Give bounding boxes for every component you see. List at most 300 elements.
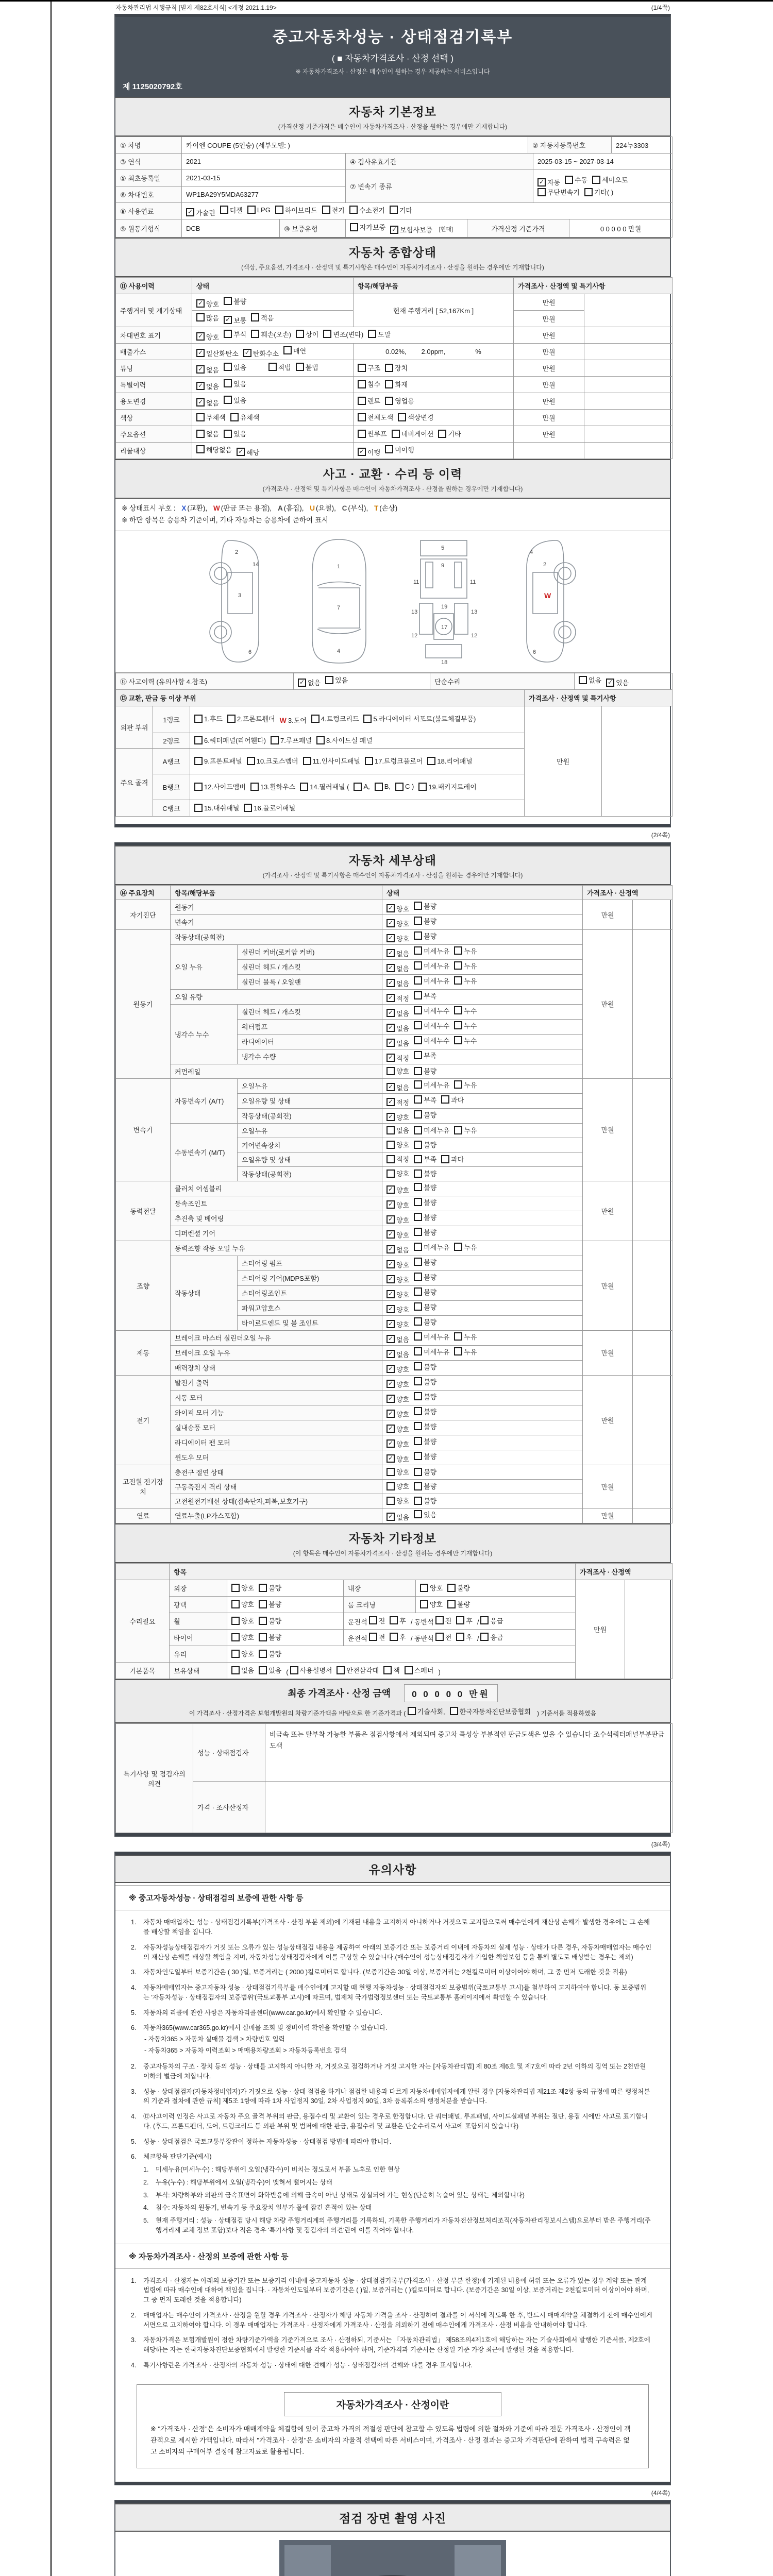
option-label: 보통 <box>233 316 247 325</box>
tuning-kind-options <box>354 360 514 377</box>
car-name-label: ① 차명 <box>116 137 182 154</box>
checkbox-box-icon <box>395 783 404 791</box>
checkbox-unchecked <box>414 1481 436 1491</box>
price-survey-definition-box <box>137 2384 649 2468</box>
checkbox-unchecked <box>322 205 345 215</box>
legend-desc-a: (흠집), <box>283 504 304 512</box>
mileage-label: 주행거리 및 계기상태 <box>116 294 192 327</box>
checkbox-unchecked <box>414 1036 449 1045</box>
sub-label-mt: 수동변속기 (M/T) <box>171 1123 238 1181</box>
group-brake: 제동 <box>116 1330 171 1375</box>
legend-note: ※ 하단 항목은 승용차 기준이며, 기타 자동차는 승용차에 준하여 표시 <box>122 516 328 524</box>
checkbox-unchecked <box>450 1706 531 1716</box>
checkbox-checked <box>196 398 219 408</box>
option-label: 해당 <box>246 448 260 456</box>
exchange-price-header: 가격조사 · 산정액 및 특기사항 <box>525 689 673 706</box>
checkbox-unchecked <box>375 783 391 791</box>
option-label: 불량 <box>268 1617 282 1625</box>
group-remark <box>633 1181 673 1241</box>
usage-change-kind-options <box>354 393 514 410</box>
checkbox-unchecked <box>358 429 387 438</box>
row-label: 배력장치 상태 <box>171 1360 382 1375</box>
sub-label-at: 자동변속기 (A/T) <box>171 1078 238 1123</box>
mileage-state-options <box>192 294 354 311</box>
checkbox-unchecked <box>196 445 232 454</box>
option-label: 매연 <box>293 347 307 355</box>
option-label: 불량 <box>268 1584 282 1592</box>
checkbox-box-icon: ✓ <box>386 1230 395 1239</box>
transmission-options <box>533 170 673 203</box>
checkbox-unchecked <box>414 1080 449 1090</box>
warranty-provider: [현대] <box>439 226 453 233</box>
group-price: 만원 <box>583 900 633 929</box>
checkbox-box-icon <box>290 1666 298 1674</box>
document-number: 제 1125020792호 <box>123 82 182 91</box>
checkbox-unchecked <box>196 429 219 438</box>
checkbox-unchecked <box>386 1140 409 1149</box>
checkbox-unchecked <box>414 976 449 986</box>
group-price: 만원 <box>583 1078 633 1181</box>
final-price-note-post: ) 기준서를 적용하였음 <box>537 1709 597 1717</box>
tuning-remark <box>584 360 673 377</box>
row-label: 브레이크 마스터 실린더오일 누유 <box>171 1330 382 1345</box>
checkbox-box-icon: ✓ <box>386 1039 395 1047</box>
checkbox-unchecked <box>358 412 393 422</box>
notice-subitem-text: 누유(누수) : 해당부위에서 오일(냉각수)이 맺혀서 떨어지는 상태 <box>156 2178 332 2186</box>
wheel-label: 휠 <box>170 1613 227 1629</box>
notice-item-num: 3. <box>131 1969 137 1976</box>
checkbox-unchecked <box>196 313 219 323</box>
option-label: 미세누유 <box>424 1127 450 1135</box>
rankB-options <box>190 774 525 800</box>
car-diagram-left-side <box>201 536 273 665</box>
sub-label-oil-leak: 오일 누유 <box>171 944 238 989</box>
emission-label: 배출가스 <box>116 344 192 360</box>
main-frame-label: 주요 골격 <box>116 748 153 816</box>
checkbox-box-icon <box>386 1141 395 1149</box>
mileage-price-1: 만원 <box>514 294 584 311</box>
main-option-kind-options <box>354 426 514 443</box>
checkbox-unchecked <box>414 1125 449 1135</box>
option-label: 불량 <box>424 1318 437 1326</box>
page-marker-4: (4/4쪽) <box>651 2489 670 2497</box>
base-price-value: 0 0 0 0 0 만원 <box>569 219 673 238</box>
color-label: 색상 <box>116 410 192 426</box>
warranty-options <box>350 225 437 233</box>
checkbox-box-icon: ✓ <box>386 1305 395 1313</box>
option-label: 무채색 <box>206 414 226 422</box>
etc-header-item: 항목 <box>170 1563 576 1580</box>
car-diagram-underbody <box>405 536 482 665</box>
checkbox-box-icon: ✓ <box>386 904 395 912</box>
recall-done-options <box>354 443 514 459</box>
checkbox-box-icon <box>414 1155 422 1163</box>
row-label: 구동축전지 격리 상태 <box>171 1479 382 1494</box>
option-label: 유채색 <box>240 414 260 422</box>
option-label: 없음 <box>396 1350 410 1359</box>
notice-item <box>131 2087 652 2107</box>
notice-item-text: 자동차매매업자는 중고자동차 성능 · 상태점검기록부를 매수인에게 고지할 때 현행 자동차성능 · 상태점검자의 보증범위(국토교통부 고시)를 첨부하여 고지하여야 합니다. 동 보증범위는 '자동차성능 · 상태점검자의 보증범위'(국토교통부 고시)에 따르며, 법제처 국가법령정보센터 또는 국토교통부 홈페이지에서 확인할 수 있습니다. <box>143 1984 647 2001</box>
overall-state-subtitle: (색상, 주요옵션, 가격조사 · 산정액 및 특기사항은 매수인이 자동차가격조사 · 산정을 원하는 경우에만 기재합니다) <box>241 264 544 271</box>
option-label: 누유 <box>464 962 477 970</box>
option-label: 잭 <box>393 1667 400 1675</box>
option-label: 불량 <box>268 1650 282 1658</box>
notice-body <box>115 1883 670 2482</box>
notice-item-num: 2. <box>131 2063 137 2071</box>
transmission-options-line1 <box>537 175 668 187</box>
checkbox-unchecked <box>537 187 580 197</box>
checkbox-unchecked <box>194 714 223 723</box>
notice-blockA-title: ※ 중고자동차성능 · 상태점검의 보증에 관한 사항 등 <box>115 1885 670 1910</box>
checkbox-box-icon: ✓ <box>386 1245 395 1253</box>
checkbox-box-icon <box>420 1600 428 1608</box>
checkbox-box-icon <box>383 1666 392 1674</box>
checkbox-checked <box>186 208 215 217</box>
checkbox-unchecked <box>454 946 477 956</box>
checkbox-box-icon <box>194 783 203 791</box>
checkbox-unchecked <box>283 346 306 355</box>
checkbox-box-icon <box>322 206 330 214</box>
checkbox-unchecked <box>251 329 291 339</box>
tire-label: 타이어 <box>170 1629 227 1646</box>
option-label: 적법 <box>278 363 291 371</box>
accident-history-row <box>115 673 673 690</box>
checkbox-box-icon <box>259 1600 267 1608</box>
checkbox-unchecked <box>584 187 613 197</box>
option-label: 미세누수 <box>424 1007 450 1015</box>
checkbox-box-icon: ✓ <box>386 1335 395 1343</box>
row-options <box>382 974 583 989</box>
checkbox-unchecked <box>386 1496 409 1505</box>
option-label: 양호 <box>396 1468 410 1477</box>
option-label: 과다 <box>451 1096 464 1104</box>
exchange-header-row <box>115 689 673 706</box>
checkbox-unchecked <box>456 1632 473 1642</box>
row-options <box>382 1211 583 1226</box>
checkbox-unchecked <box>385 396 414 405</box>
option-label: 있음 <box>335 676 348 685</box>
sub-label-operation: 작동상태 <box>171 1256 238 1330</box>
notice-subitem-text: 현재 주행거리 : 성능 · 상태점검 당시 해당 차량 주행거리계의 주행거리를 기록하되, 기록한 주행거리가 자동차전산정보처리조직(자동차관리정보시스템)으로부터 받은 주행거리(주행거리계 교체 정보 포함)보다 적은 경우 '특기사항 및 점검자의 의견'란에 이를 적어야 합니다. <box>156 2217 651 2234</box>
etc-price: 만원 <box>576 1580 625 1679</box>
tuning-exist-options <box>196 365 251 372</box>
option-label: 과다 <box>451 1156 464 1164</box>
legend-desc-x: (교환), <box>187 504 208 512</box>
option-label: 4.트렁크리드 <box>321 715 359 723</box>
checkbox-unchecked <box>592 175 628 184</box>
row-label: 워터펌프 <box>238 1019 382 1034</box>
checkbox-box-icon: ✓ <box>386 1439 395 1448</box>
checkbox-unchecked <box>220 205 243 215</box>
overall-header-price: 가격조사 · 산정액 및 특기사항 <box>514 278 673 294</box>
option-label: 없음 <box>206 366 220 374</box>
fuel-label: ⑧ 사용연료 <box>116 203 182 219</box>
sub-label-coolant-leak: 냉각수 누수 <box>171 1004 238 1064</box>
group-price: 만원 <box>583 1241 633 1330</box>
option-label: 불량 <box>424 1111 437 1119</box>
notice-item <box>131 1968 652 1977</box>
checkbox-checked <box>386 1439 409 1449</box>
checkbox-unchecked <box>358 379 380 389</box>
checkbox-unchecked <box>414 1212 436 1222</box>
option-label: 양호 <box>241 1634 255 1642</box>
checkbox-box-icon: ✓ <box>386 1009 395 1017</box>
simple-repair-options <box>575 673 673 689</box>
checkbox-unchecked <box>385 445 414 454</box>
overall-header-state: 상태 <box>192 278 354 294</box>
row-label: 오일누유 <box>238 1078 382 1093</box>
option-label: 미세누수 <box>424 1037 450 1045</box>
checkbox-box-icon <box>247 757 255 765</box>
option-label: 없음 <box>396 1513 410 1521</box>
checkbox-unchecked <box>398 412 433 422</box>
row-options <box>382 1123 583 1138</box>
checkbox-box-icon <box>392 430 400 438</box>
emission-remark <box>584 344 673 360</box>
inspection-photos <box>115 2532 670 2576</box>
row-options <box>382 1034 583 1049</box>
checkbox-box-icon <box>358 430 366 438</box>
option-label: 양호 <box>241 1650 255 1658</box>
checkbox-box-icon <box>259 1666 267 1674</box>
transmission-label: ⑦ 변속기 종류 <box>346 170 533 203</box>
document-title-header <box>115 17 670 97</box>
row-label: 기어변속장치 <box>238 1138 382 1152</box>
row-label: 변속기 <box>171 914 382 929</box>
checkbox-box-icon <box>427 757 435 765</box>
checkbox-checked <box>386 1112 409 1122</box>
first-reg-value: 2021-03-15 <box>182 170 346 187</box>
checkbox-box-icon <box>414 1170 422 1178</box>
diagram-number: 11 <box>470 579 476 585</box>
checkbox-unchecked <box>454 1021 477 1030</box>
option-label: 양호 <box>396 1276 410 1284</box>
notice-item-num: 3. <box>131 2088 137 2095</box>
checkbox-checked <box>196 365 219 375</box>
checkbox-box-icon <box>454 976 462 985</box>
basic-info-title: 자동차 기본정보 <box>349 105 436 118</box>
checkbox-unchecked <box>414 1406 436 1416</box>
option-label: 11.인사이드패널 <box>312 757 360 766</box>
checkbox-box-icon <box>323 330 331 338</box>
checkbox-box-icon: ✓ <box>358 448 366 456</box>
checkbox-unchecked <box>290 1665 332 1675</box>
option-label: 있음 <box>268 1667 282 1675</box>
row-label: 스티어링 펌프 <box>238 1256 382 1270</box>
group-high-voltage: 고전원 전기장치 <box>116 1465 171 1508</box>
checkbox-unchecked <box>414 1021 449 1030</box>
notice-item-text: 자동차의 리콜에 관한 사항은 자동차리콜센터(www.car.go.kr)에서 확인할 수 있습니다. <box>143 2009 383 2016</box>
remarks-group-label: 특기사항 및 점검자의 의견 <box>116 1724 193 1833</box>
checkbox-box-icon <box>414 1452 422 1460</box>
checkbox-unchecked <box>435 1616 452 1625</box>
current-mileage: 현재 주행거리 [ 52,167Km ] <box>354 294 514 327</box>
checkbox-box-icon <box>454 1036 462 1044</box>
row-options <box>382 1064 583 1078</box>
checkbox-checked <box>537 177 560 187</box>
option-label: 변조(변타) <box>333 330 364 338</box>
option-label: 네비게이션 <box>401 430 434 438</box>
option-label: 미세누유 <box>424 947 450 955</box>
notice-blockB-list <box>115 2269 670 2381</box>
car-diagrams <box>115 531 670 673</box>
notice-subitem: - 자동차365 > 자동차 실매물 검색 > 차량번호 입력 <box>144 2036 285 2043</box>
row-label: 타이로드엔드 및 볼 조인트 <box>238 1315 382 1330</box>
checkbox-unchecked <box>224 379 246 388</box>
option-label: 이행 <box>367 448 381 456</box>
checkbox-unchecked <box>418 782 476 791</box>
checkbox-unchecked <box>414 1154 436 1164</box>
panel-remark <box>602 706 673 816</box>
usage-change-label: 용도변경 <box>116 393 192 410</box>
checkbox-unchecked <box>231 1583 254 1592</box>
option-label: 없음 <box>396 950 410 958</box>
legend-symbol-u: U <box>310 504 315 512</box>
outer-panel-label: 외판 부위 <box>116 706 153 748</box>
notice-item <box>131 2311 652 2330</box>
row-label: 클러치 어셈블리 <box>171 1181 382 1196</box>
checkbox-unchecked <box>454 976 477 986</box>
checkbox-unchecked <box>250 782 295 791</box>
diagram-number: 17 <box>441 624 448 631</box>
legend-symbol-a: A <box>277 504 283 512</box>
option-label: 불량 <box>424 1378 437 1386</box>
checkbox-box-icon <box>414 1198 422 1206</box>
special-history-price: 만원 <box>514 377 584 393</box>
option-label: 수소전기 <box>359 206 385 214</box>
option-label: 양호 <box>396 1201 410 1209</box>
option-label: 불량 <box>424 902 437 910</box>
notice-item-num: 6. <box>131 2153 137 2161</box>
checkbox-box-icon: ✓ <box>196 299 205 308</box>
checkbox-unchecked <box>268 362 291 372</box>
checkbox-unchecked <box>275 205 317 215</box>
page-left-border <box>51 0 52 2576</box>
row-options <box>382 1450 583 1465</box>
checkbox-box-icon <box>268 363 277 371</box>
checkbox-box-icon: ✓ <box>390 226 398 234</box>
row-label: 추진축 및 베어링 <box>171 1211 382 1226</box>
final-price-value: 0 0 0 0 0 만원 <box>404 1684 498 1702</box>
row-options <box>382 1241 583 1256</box>
checkbox-checked <box>237 447 259 457</box>
checkbox-checked <box>196 299 219 309</box>
etc-info-title: 자동차 기타정보 <box>349 1531 436 1545</box>
checkbox-unchecked <box>280 715 307 725</box>
interior-label: 내장 <box>344 1580 416 1596</box>
option-label: 전 <box>445 1633 452 1641</box>
row-label: 오일유량 및 상태 <box>238 1093 382 1108</box>
option-label: 불량 <box>424 1468 437 1477</box>
checkbox-box-icon <box>196 313 205 321</box>
checkbox-box-icon <box>358 413 366 421</box>
option-label: A, <box>363 783 370 791</box>
notice-item-num: 2. <box>131 2311 137 2319</box>
checkbox-box-icon <box>251 330 259 338</box>
option-prefix-text: 운전석 <box>348 1618 367 1626</box>
group-price: 만원 <box>583 1181 633 1241</box>
checkbox-box-icon: ✓ <box>386 1320 395 1328</box>
option-label: 15.대쉬패널 <box>204 804 240 812</box>
option-label: 훼손(오손) <box>261 330 292 338</box>
option-label: 적정 <box>396 994 410 1003</box>
emission-price: 만원 <box>514 344 584 360</box>
checkbox-box-icon <box>259 1617 267 1625</box>
option-label: 전체도색 <box>367 414 394 422</box>
notice-title: 유의사항 <box>368 1863 417 1877</box>
checkbox-box-icon: ✓ <box>386 1395 395 1403</box>
notice-item-num: 2. <box>131 1943 137 1951</box>
checkbox-checked <box>386 1512 409 1522</box>
checkbox-box-icon <box>194 804 203 812</box>
checkbox-box-icon <box>358 380 366 388</box>
checkbox-box-icon: ✓ <box>386 964 395 972</box>
checkbox-checked <box>196 332 219 342</box>
notice-item <box>131 1943 652 1962</box>
checkbox-box-icon: ✓ <box>537 178 546 187</box>
overall-header-item: 항목/해당부품 <box>354 278 514 294</box>
vin-mark-label: 차대번호 표기 <box>116 327 192 344</box>
detail-state-subtitle: (가격조사 · 산정액 및 특기사항은 매수인이 자동차가격조사 · 산정을 원하는 경우에만 기재합니다) <box>262 871 523 879</box>
checkbox-box-icon <box>414 1437 422 1445</box>
vin-mark-options <box>192 327 514 344</box>
notice-item-num: 6. <box>131 2024 137 2032</box>
notice-item-num: 1. <box>131 1919 137 1926</box>
option-prefix-text: ( <box>286 1668 289 1676</box>
row-options <box>382 1315 583 1330</box>
option-label: 8.사이드실 패널 <box>326 737 373 745</box>
remarks-table <box>115 1723 673 1833</box>
group-electric: 전기 <box>116 1375 171 1465</box>
car-name-value: 카이엔 COUPE (5인승) (세부모델: ) <box>182 137 528 154</box>
checkbox-unchecked <box>414 1362 436 1371</box>
option-label: 양호 <box>206 300 220 308</box>
checkbox-box-icon <box>283 346 292 354</box>
notice-subitem <box>143 2165 652 2175</box>
checkbox-box-icon <box>196 430 205 438</box>
option-label: 불량 <box>424 1393 437 1401</box>
checkbox-checked <box>386 1454 409 1464</box>
checkbox-unchecked <box>227 714 275 723</box>
notice-subitem <box>143 2203 652 2213</box>
checkbox-unchecked <box>414 1377 436 1386</box>
checkbox-box-icon <box>386 1170 395 1178</box>
option-prefix-text: / 동반석 <box>410 1635 434 1643</box>
checkbox-unchecked <box>196 412 226 422</box>
vin-value: WP1BA29Y5MDA63277 <box>182 187 346 203</box>
accident-band <box>115 459 670 499</box>
checkbox-unchecked <box>385 379 408 389</box>
checkbox-unchecked <box>414 1182 436 1192</box>
option-label: 양호 <box>396 1186 410 1194</box>
checkbox-unchecked <box>358 396 380 405</box>
checkbox-unchecked <box>194 782 246 791</box>
checkbox-unchecked <box>365 756 423 766</box>
option-label: 응급 <box>490 1617 503 1625</box>
checkbox-box-icon <box>414 1067 422 1075</box>
checkbox-checked <box>196 381 219 391</box>
checkbox-box-icon: ✓ <box>386 1275 395 1283</box>
checkbox-box-icon <box>414 931 422 940</box>
warranty-type-label: ⑩ 보증유형 <box>280 219 346 238</box>
checkbox-unchecked <box>259 1632 281 1642</box>
diagram-number: 1 <box>337 563 341 570</box>
legend-desc-t: (손상) <box>379 504 398 512</box>
basic-info-row-5 <box>115 202 673 219</box>
option-label: 없음 <box>241 1667 255 1675</box>
option-label: 하이브리드 <box>284 206 317 214</box>
checkbox-unchecked <box>231 1665 254 1675</box>
